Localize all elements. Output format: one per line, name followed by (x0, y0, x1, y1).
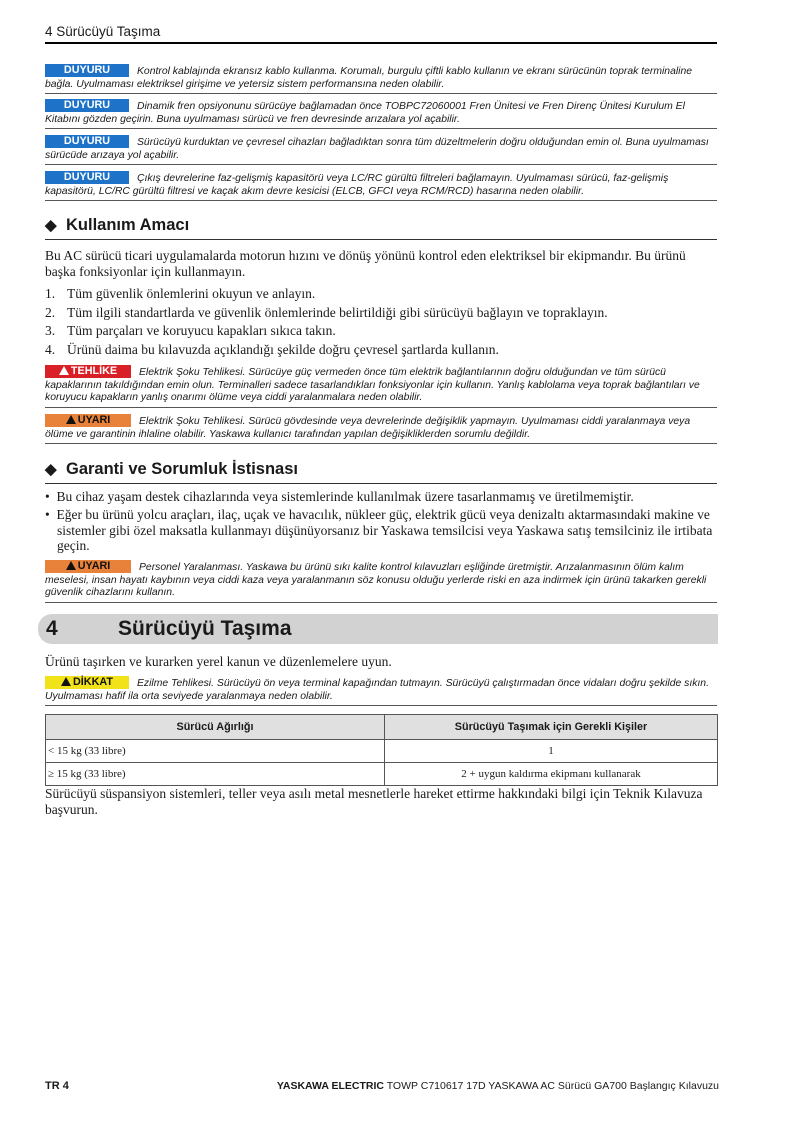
section-heading-intended-use (45, 216, 717, 240)
notice-badge: DUYURU (45, 99, 129, 112)
caution-crush-hazard (45, 676, 717, 706)
table-cell: 1 (385, 740, 718, 763)
list-item: 1. Tüm güvenlik önlemlerini okuyun ve anlayın. (45, 286, 316, 301)
footer-document (277, 1080, 719, 1092)
notice-badge: DUYURU (45, 135, 129, 148)
notice-text: Kontrol kablajında ekransız kablo kullanma. Korumalı, burgulu çiftli kablo kullanın ve ekranı sürücünün toprak terminaline bağla. Uyulmaması elektriksel girişime ve yetersiz sistem performansına neden olabilir. (45, 66, 693, 90)
chapter-paragraph: Ürünü taşırken ve kurarken yerel kanun ve düzenlemelere uyun. (45, 654, 392, 669)
notice-text: Personel Yaralanması. Yaskawa bu ürünü sıkı kalite kontrol kılavuzları eşliğinde üretmiştir. Arızalanmasının ölüm kalım meselesi, insan hayatı kaybının veya ciddi kaza veya yaralanmanın söz konusu olduğu yerlerde riski en aza indirmek için ürünü takarken gerekli güvenlik cihazlarını kullanın. (45, 562, 707, 599)
notice-text: Çıkış devrelerine faz-gelişmiş kapasitörü veya LC/RC gürültü filtreleri bağlamayın. Uyulmaması sürücü, faz-gelişmiş kapasitörü, LC/RC gürültü filtresi ve kaçak akım devre kesicisi (ELCB, GFCI veya RCM/RCD) hasarına neden olabilir. (45, 173, 669, 197)
warning-badge: UYARI (45, 414, 131, 427)
notice-text: Elektrik Şoku Tehlikesi. Sürücüye güç vermeden önce tüm elektrik bağlantılarının doğru olduğundan ve tüm sürücü kapaklarının takıldığından emin olun. Terminalleri sadece tasarlandıkları fonksiyonlar için kullanın. Yanlış kablolama veya toprak bağlantıları ve koruyucu kapakların yanlış onarımı ölüme veya ciddi yaralanmalara neden olabilir. (45, 367, 700, 404)
chapter-number: 4 (46, 617, 58, 640)
notice-dynamic-brake (45, 99, 717, 129)
notice-badge: DUYURU (45, 64, 129, 77)
footer-doc-title: TOWP C710617 17D YASKAWA AC Sürücü GA700 Başlangıç Kılavuzu (383, 1080, 719, 1092)
notice-text: Elektrik Şoku Tehlikesi. Sürücü gövdesinde veya devrelerinde değişiklik yapmayın. Uyulmaması ciddi yaralanmaya veya ölüme ve garantinin ihlaline olabilir. Yaskawa kullanıcı tarafından yapılan değişikliklerden sorumlu değildir. (45, 416, 691, 440)
warning-triangle-icon (61, 677, 71, 686)
warning-triangle-icon (66, 415, 76, 424)
table-cell: ≥ 15 kg (33 libre) (46, 763, 385, 786)
list-item: 2. Tüm ilgili standartlarda ve güvenlik önlemlerinde belirtildiği gibi sürücüyü bağlayın ve topraklayın. (45, 305, 608, 320)
notice-connections (45, 135, 717, 165)
list-item: 3. Tüm parçaları ve koruyucu kapakları sıkıca takın. (45, 323, 336, 338)
footer-brand: YASKAWA ELECTRIC (276, 1080, 384, 1092)
chapter-heading (38, 614, 718, 644)
caution-badge: DİKKAT (45, 676, 129, 689)
diamond-bullet-icon: ◆ (45, 461, 57, 478)
notice-text: Dinamik fren opsiyonunu sürücüye bağlamadan önce TOBPC72060001 Fren Ünitesi ve Fren Direnç Ünitesi Kurulum El Kitabını gözden geçirin. Buna uyulmaması sürücü ve fren devresinde arızalara yol açabilir. (45, 101, 685, 125)
table-cell: < 15 kg (33 libre) (46, 740, 385, 763)
diamond-bullet-icon: ◆ (45, 217, 57, 234)
section-title: Garanti ve Sorumluk İstisnası (66, 460, 298, 478)
page-number: TR 4 (45, 1080, 69, 1092)
notice-output-filters (45, 171, 717, 201)
table-cell: 2 + uygun kaldırma ekipmanı kullanarak (385, 763, 718, 786)
list-item: 4. Ürünü daima bu kılavuzda açıklandığı şekilde doğru çevresel şartlarda kullanın. (45, 342, 499, 357)
notice-badge: DUYURU (45, 171, 129, 184)
warning-personnel-injury (45, 560, 717, 603)
notice-text: Sürücüyü kurduktan ve çevresel cihazları bağladıktan sonra tüm düzeltmelerin doğru olduğundan emin ol. Buna uyulmaması sürücüde arızaya yol açabilir. (45, 137, 709, 161)
chapter-title: Sürücüyü Taşıma (118, 617, 292, 640)
transport-table (45, 714, 718, 786)
closing-paragraph: Sürücüyü süspansiyon sistemleri, teller veya asılı metal mesnetlerle hareket ettirme hakkındaki bilgi için Teknik Kılavuza başvurun. (45, 786, 703, 817)
warning-electric-shock (45, 414, 717, 444)
table-header-row (46, 715, 718, 740)
danger-electric-shock (45, 365, 717, 408)
warning-badge: UYARI (45, 560, 131, 573)
table-row (46, 763, 718, 786)
section-heading-warranty (45, 460, 717, 484)
column-header: Sürücü Ağırlığı (46, 715, 385, 740)
notice-text: Ezilme Tehlikesi. Sürücüyü ön veya terminal kapağından tutmayın. Sürücüyü çalıştırmadan önce vidaları doğru şekilde sıkın. Uyulmaması hafif ila orta seviyede yaralanmaya neden olabilir. (45, 678, 709, 702)
danger-badge: TEHLİKE (45, 365, 131, 378)
page-header: 4 Sürücüyü Taşıma (45, 24, 717, 44)
warning-triangle-icon (66, 561, 76, 570)
bullet-item: • Eğer bu ürünü yolcu araçları, ilaç, uçak ve havacılık, nükleer güç, elektrik gücü veya denizaltı aktarmasındaki makine ve sistemler gibi özel maksatla kullanmayı düşünüyorsanız bir Yaskawa temsilcisi veya Yaskawa satış temsilciniz ile irtibata geçin. (45, 507, 713, 553)
section-title: Kullanım Amacı (66, 216, 190, 234)
table-row (46, 740, 718, 763)
column-header: Sürücüyü Taşımak için Gerekli Kişiler (385, 715, 718, 740)
warning-triangle-icon (59, 366, 69, 375)
intended-use-paragraph: Bu AC sürücü ticari uygulamalarda motorun hızını ve dönüş yönünü kontrol eden elektriksel bir ekipmandır. Bu ürünü başka fonksiyonlar için kullanmayın. (45, 248, 686, 279)
bullet-item: • Bu cihaz yaşam destek cihazlarında veya sistemlerinde kullanılmak üzere tasarlanmamış ve üretilmemiştir. (45, 489, 634, 504)
notice-shielded-cable (45, 64, 717, 94)
